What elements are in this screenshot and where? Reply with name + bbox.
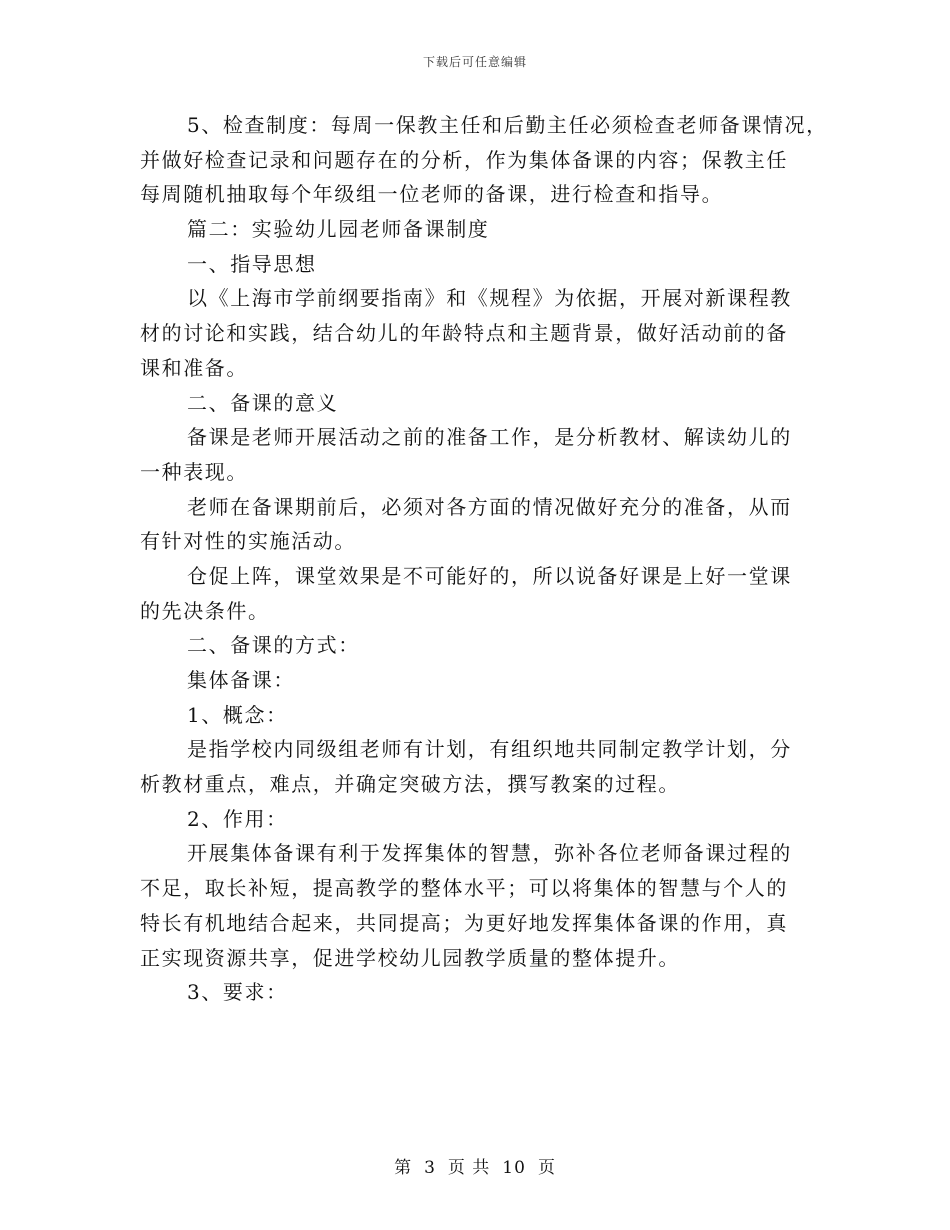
text-line: 每周随机抽取每个年级组一位老师的备课，进行检查和指导。 [140,182,724,207]
text-line: 并做好检查记录和问题存在的分析，作为集体备课的内容；保教主任 [140,147,788,172]
footer-middle: 页 共 [447,1158,491,1178]
footer-suffix: 页 [537,1158,556,1178]
page-footer [0,1153,950,1178]
text-line: 2、作用： [187,806,288,831]
text-line: 正实现资源共享，促进学校幼儿园教学质量的整体提升。 [140,945,680,970]
text-line: 1、概念： [187,702,288,727]
text-line: 一种表现。 [140,459,248,484]
text-line: 特长有机地结合起来，共同提高；为更好地发挥集体备课的作用，真 [140,910,788,935]
text-line: 篇二：实验幼儿园老师备课制度 [187,217,490,242]
text-line: 开展集体备课有利于发挥集体的智慧，弥补各位老师备课过程的 [187,841,792,866]
text-line: 的先决条件。 [140,598,270,623]
text-line: 老师在备课期前后，必须对各方面的情况做好充分的准备，从而 [187,494,792,519]
text-line: 仓促上阵，课堂效果是不可能好的，所以说备好课是上好一堂课 [187,563,792,588]
footer-page-number: 3 [424,1158,436,1178]
text-line: 备课是老师开展活动之前的准备工作，是分析教材、解读幼儿的 [187,425,792,450]
text-line: 课和准备。 [140,355,248,380]
text-line: 集体备课： [187,668,295,692]
text-line: 二、备课的方式： [187,633,360,658]
text-line: 二、备课的意义 [187,390,339,415]
header-note: 下载后可任意编辑 [422,55,527,69]
text-line: 5、检查制度：每周一保教主任和后勤主任必须检查老师备课情况， [187,113,828,137]
text-line: 一、指导思想 [187,251,317,276]
footer-total-pages: 10 [502,1158,526,1178]
text-line: 不足，取长补短，提高教学的整体水平；可以将集体的智慧与个人的 [140,876,788,901]
text-line: 材的讨论和实践，结合幼儿的年龄特点和主题背景，做好活动前的备 [140,321,788,346]
text-line: 有针对性的实施活动。 [140,529,356,554]
footer-prefix: 第 [394,1158,413,1178]
text-line: 以《上海市学前纲要指南》和《规程》为依据，开展对新课程教 [187,286,792,311]
text-line: 是指学校内同级组老师有计划，有组织地共同制定教学计划，分 [187,737,792,762]
document-body [140,108,828,1010]
text-line: 析教材重点，难点，并确定突破方法，撰写教案的过程。 [140,772,680,797]
text-line: 3、要求： [187,980,288,1005]
